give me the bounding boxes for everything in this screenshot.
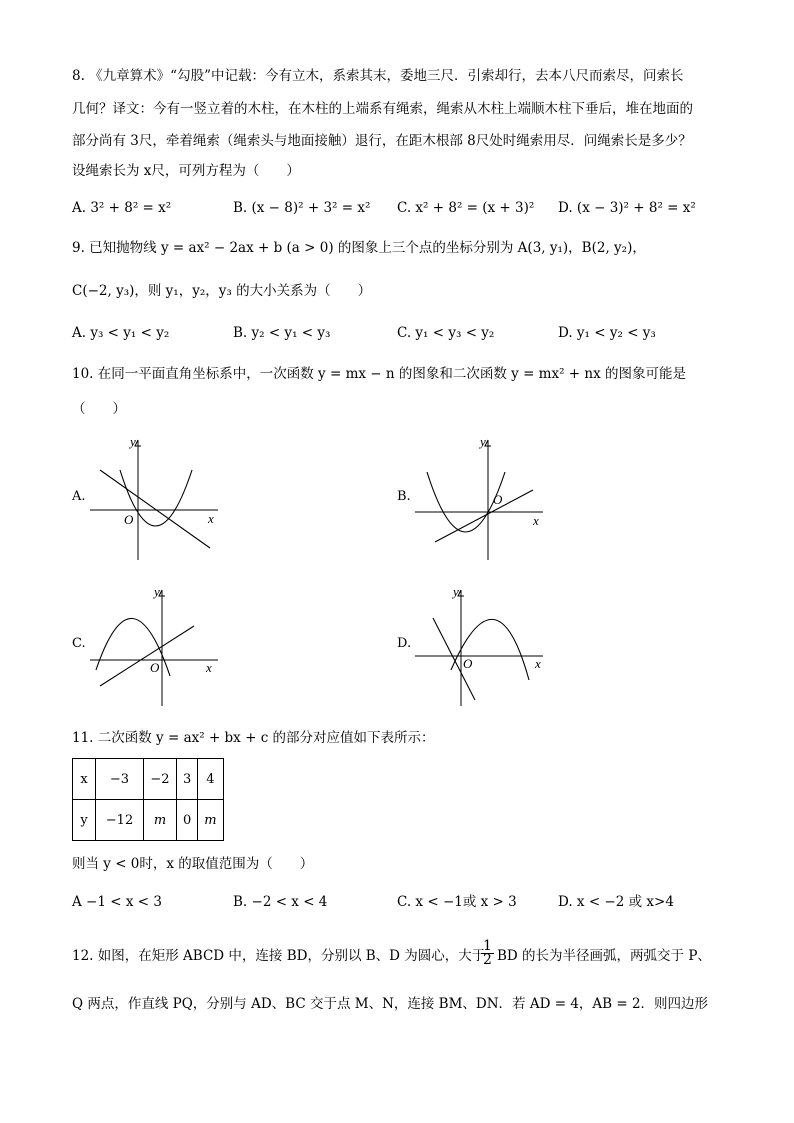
graph-c	[90, 582, 220, 712]
table-row-x	[73, 759, 224, 800]
q11-option-a: A −1 < x < 3	[72, 894, 162, 910]
graph-a-origin: O	[124, 512, 134, 527]
q11-line-1: 11. 二次函数 y = ax² + bx + c 的部分对应值如下表所示：	[72, 730, 435, 746]
graph-d-y-label: y	[453, 584, 459, 599]
graph-b-label: B.	[397, 489, 411, 504]
q12-line-1a: 12. 如图，在矩形 ABCD 中，连接 BD，分别以 B、D 为圆心，大于	[72, 948, 486, 964]
table-cell: y	[73, 800, 96, 841]
graph-a	[90, 432, 220, 562]
q9-line-1: 9. 已知抛物线 y = ax² − 2ax + b (a > 0) 的图象上三个点的坐标分别为 A(3, y₁)，B(2, y₂)，	[72, 240, 646, 256]
q12-line-1b: BD 的长为半径画弧，两弧交于 P、	[497, 948, 711, 964]
q8-line-3: 部分尚有 3尺，牵着绳索（绳索头与地面接触）退行，在距木根部 8尺处时绳索用尽．问绳索长是多少？	[72, 133, 692, 149]
graph-a-x-label: x	[208, 511, 214, 526]
table-cell: 4	[198, 759, 223, 800]
table-row-y	[73, 800, 224, 841]
graph-b	[415, 432, 545, 562]
table-cell: 3	[177, 759, 198, 800]
q8-line-1: 8. 《九章算术》“勾股”中记载：今有立木，系索其末，委地三尺．引索却行，去本八尺而索尽，问索长	[72, 68, 684, 84]
q9-option-c: C. y₁ < y₃ < y₂	[397, 325, 495, 341]
graph-c-y-label: y	[154, 584, 160, 599]
q8-option-d: D. (x − 3)² + 8² = x²	[558, 200, 696, 216]
graph-b-origin: O	[493, 492, 503, 507]
q11-option-d: D. x < −2 或 x>4	[558, 894, 674, 910]
q11-option-c: C. x < −1或 x > 3	[397, 894, 517, 910]
q9-option-a: A. y₃ < y₁ < y₂	[72, 325, 170, 341]
q9-option-d: D. y₁ < y₂ < y₃	[558, 325, 656, 341]
table-cell: m	[144, 800, 177, 841]
table-cell: x	[73, 759, 96, 800]
q8-line-4: 设绳索长为 x尺，可列方程为（ ）	[72, 163, 300, 179]
graph-c-origin: O	[150, 660, 160, 675]
fraction-denominator: 2	[483, 952, 492, 968]
q8-option-b: B. (x − 8)² + 3² = x²	[233, 200, 371, 216]
table-cell: 0	[177, 800, 198, 841]
q10-line-1: 10. 在同一平面直角坐标系中，一次函数 y = mx − n 的图象和二次函数 y = mx² + nx 的图象可能是	[72, 366, 686, 382]
graph-a-line	[100, 470, 210, 548]
graph-d-origin: O	[463, 656, 473, 671]
q9-option-b: B. y₂ < y₁ < y₃	[233, 325, 331, 341]
graph-d-x-label: x	[535, 656, 541, 671]
table-cell: −3	[96, 759, 144, 800]
q8-option-c: C. x² + 8² = (x + 3)²	[397, 200, 535, 216]
graph-d	[415, 582, 545, 712]
graph-a-y-label: y	[130, 434, 136, 449]
q11-line-2: 则当 y < 0时，x 的取值范围为（ ）	[72, 856, 314, 872]
q11-value-table	[72, 758, 224, 841]
graph-a-label: A.	[72, 489, 86, 504]
table-cell: −2	[144, 759, 177, 800]
graph-c-x-label: x	[206, 660, 212, 675]
fraction-numerator: 1	[483, 938, 492, 954]
q12-line-2: Q 两点，作直线 PQ，分别与 AD、BC 交于点 M、N，连接 BM、DN．若 AD = 4，AB = 2．则四边形	[72, 996, 709, 1012]
graph-c-line	[100, 626, 194, 686]
q11-option-b: B. −2 < x < 4	[233, 894, 328, 910]
q10-line-2: （ ）	[72, 401, 126, 417]
graph-b-line	[435, 490, 533, 542]
q9-line-2: C(−2, y₃)，则 y₁，y₂，y₃ 的大小关系为（ ）	[72, 283, 372, 299]
graph-b-y-label: y	[480, 434, 486, 449]
table-cell: −12	[96, 800, 144, 841]
q8-line-2: 几何？译文：今有一竖立着的木柱，在木柱的上端系有绳索，绳索从木柱上端顺木柱下垂后，堆在地面的	[72, 101, 693, 117]
graph-b-x-label: x	[533, 513, 539, 528]
table-cell: m	[198, 800, 223, 841]
q8-option-a: A. 3² + 8² = x²	[72, 200, 172, 216]
q12-fraction	[481, 940, 494, 967]
graph-c-label: C.	[72, 636, 86, 651]
graph-d-label: D.	[397, 636, 412, 651]
